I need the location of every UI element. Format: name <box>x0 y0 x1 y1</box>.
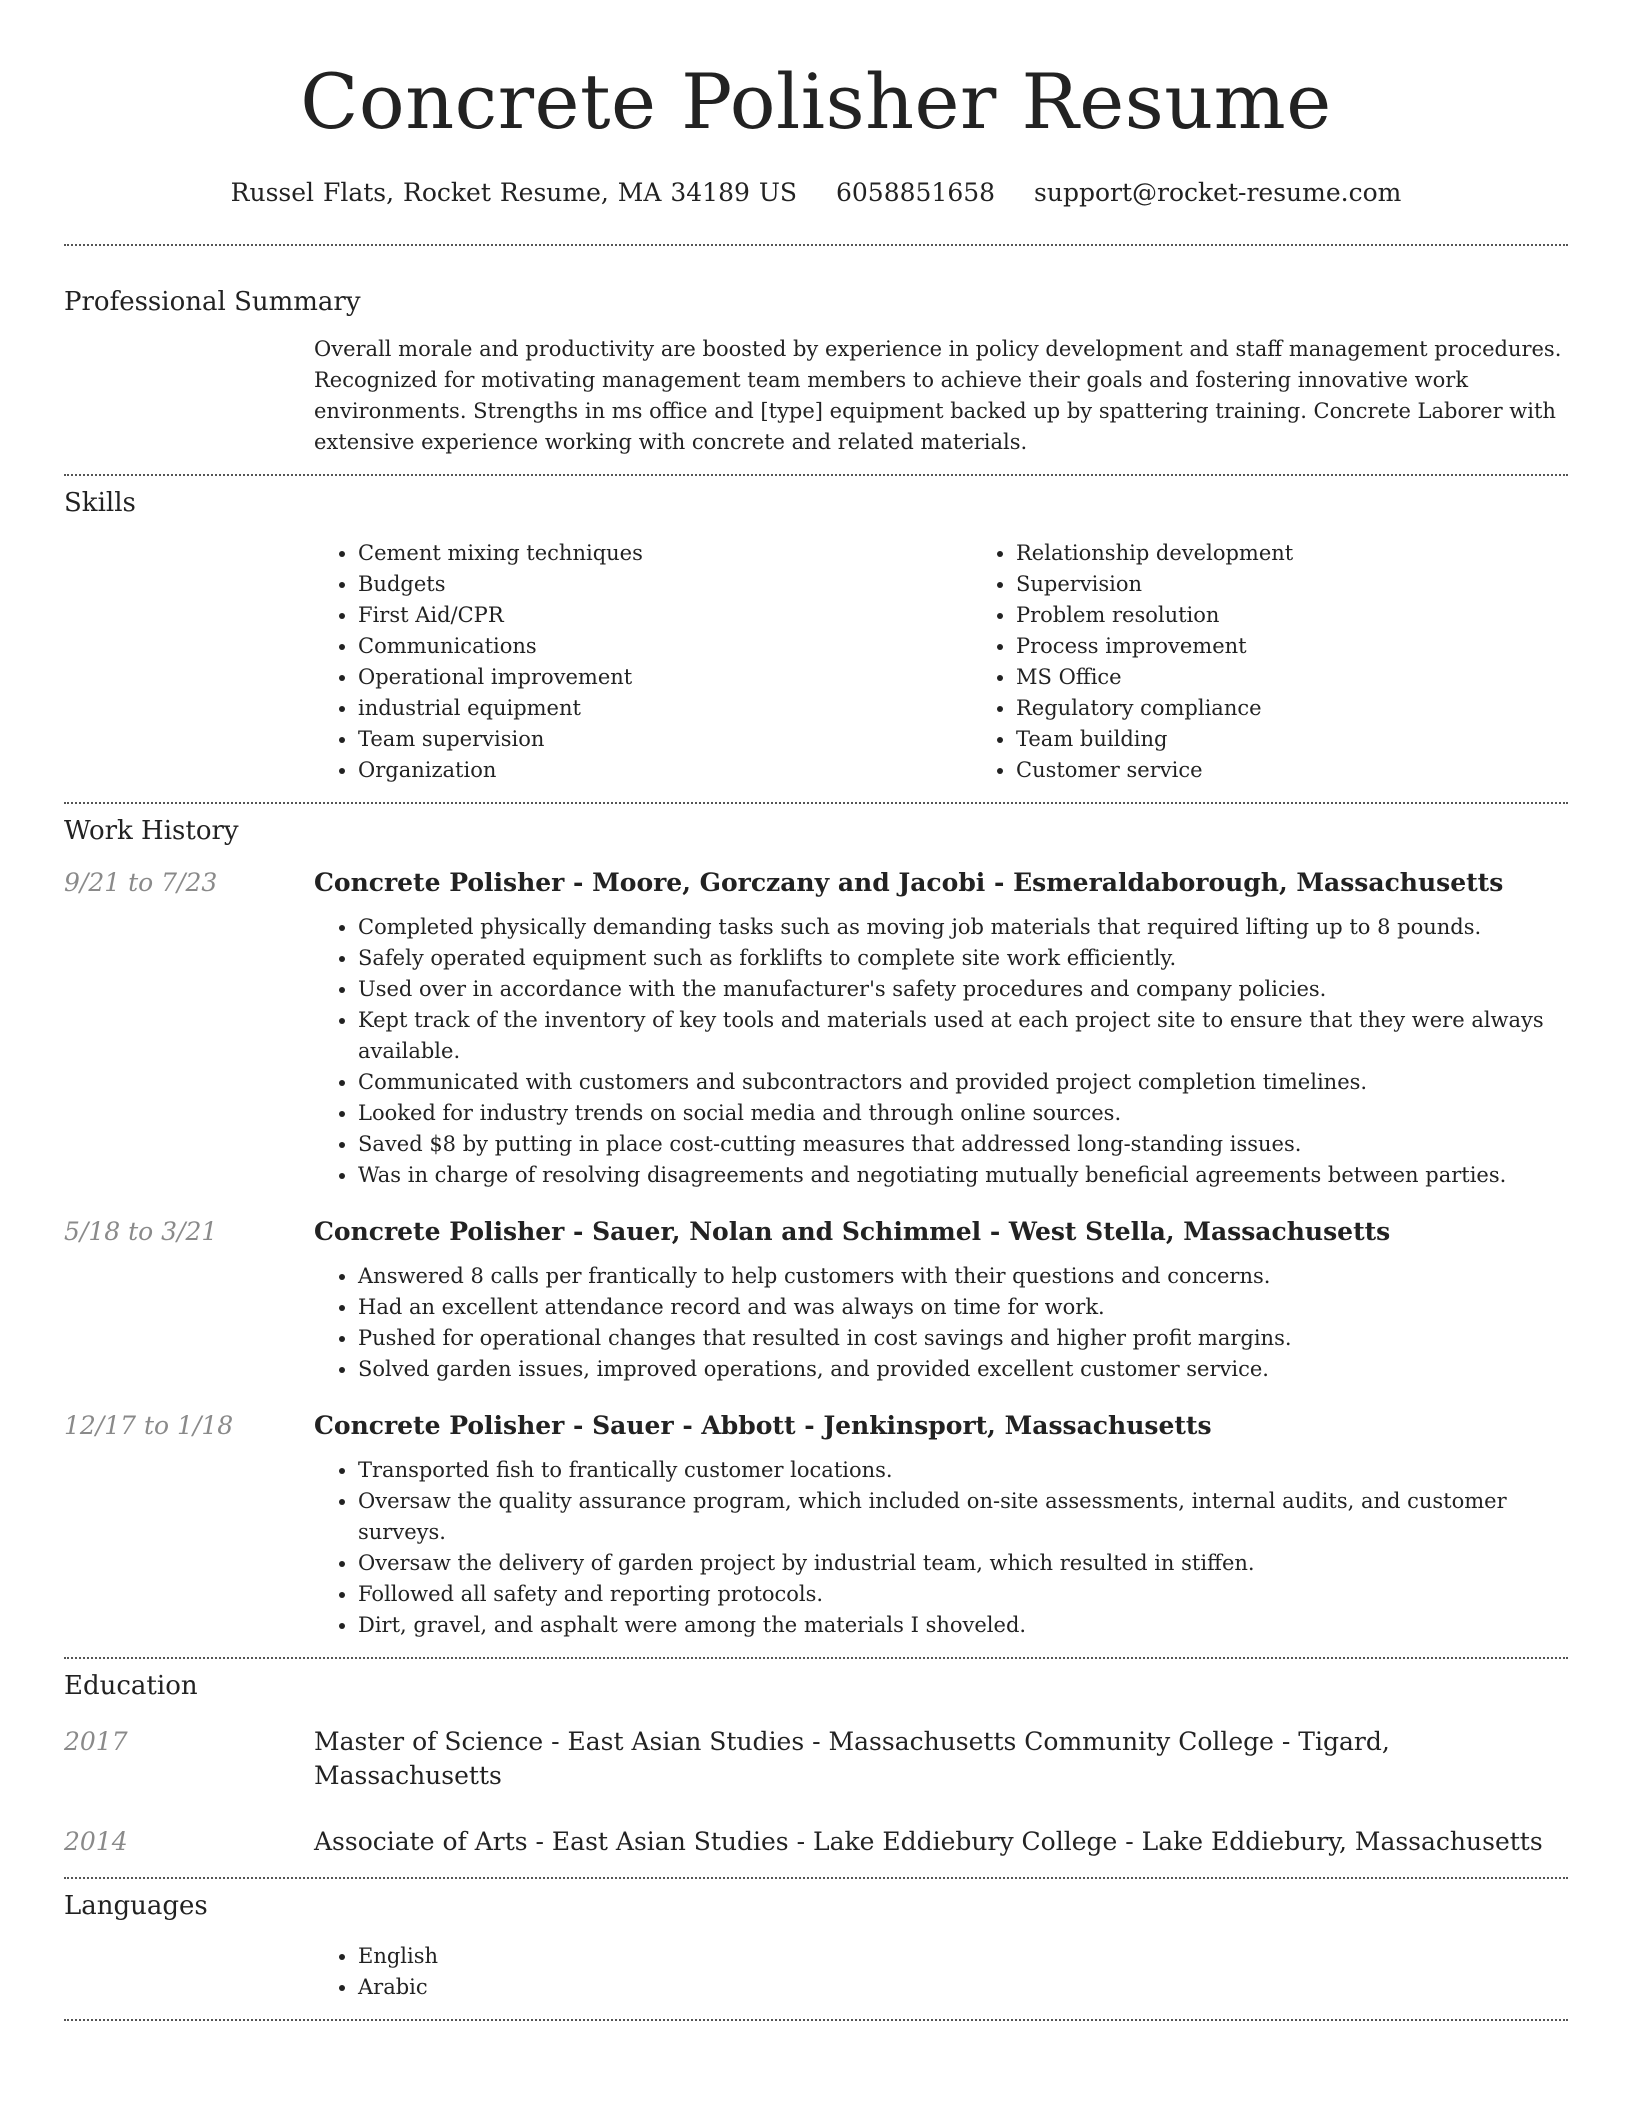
skill-item: • Relationship development <box>1016 538 1630 569</box>
contact-email: support@rocket-resume.com <box>1034 178 1402 207</box>
job-bullet: • Had an excellent attendance record and was always on time for work. <box>358 1292 1568 1323</box>
education-section <box>64 1659 1568 1859</box>
summary-text: Overall morale and productivity are boosted by experience in policy development and staff management procedures. Recognized for motivating management team members to achieve their goals and fostering innovative work environments. Strengths in ms office and [type] equipment backed up by spattering training. Concrete Laborer with extensive experience working with concrete and related materials. <box>314 337 1562 454</box>
contact-address: Russel Flats, Rocket Resume, MA 34189 US <box>230 178 798 207</box>
job-content <box>314 1215 1568 1385</box>
education-year: 2017 <box>64 1727 128 1756</box>
skills-list-left <box>314 538 972 786</box>
work-heading: Work History <box>64 816 239 846</box>
languages-row <box>64 1941 1568 2003</box>
skills-list-right <box>972 538 1630 786</box>
job-bullet: • Safely operated equipment such as forklifts to complete site work efficiently. <box>358 943 1568 974</box>
skill-item: • Supervision <box>1016 569 1630 600</box>
job-bullet: • Looked for industry trends on social media and through online sources. <box>358 1098 1568 1129</box>
summary-section <box>64 246 1568 458</box>
work-section <box>64 804 1568 1641</box>
skill-item: • Communications <box>358 631 972 662</box>
language-item: • Arabic <box>358 1972 1568 2003</box>
summary-heading: Professional Summary <box>64 287 361 317</box>
job-bullets <box>314 912 1568 1191</box>
education-entry <box>64 1725 1568 1793</box>
job-bullet: • Kept track of the inventory of key tools and materials used at each project site to ensure that they were always available. <box>358 1005 1568 1067</box>
job-bullet: • Saved $8 by putting in place cost-cutting measures that addressed long-standing issues. <box>358 1129 1568 1160</box>
job-entry <box>64 1215 1568 1385</box>
skill-item: • industrial equipment <box>358 693 972 724</box>
skills-heading: Skills <box>64 488 136 518</box>
page-title: Concrete Polisher Resume <box>300 57 1332 146</box>
contact-line <box>64 176 1568 210</box>
education-text: Associate of Arts - East Asian Studies - Lake Eddiebury College - Lake Eddiebury, Massachusetts <box>314 1827 1543 1856</box>
skills-row <box>64 538 1568 786</box>
skill-item: • First Aid/CPR <box>358 600 972 631</box>
section-divider <box>64 2019 1568 2021</box>
job-dates: 9/21 to 7/23 <box>64 868 218 897</box>
skills-section <box>64 476 1568 786</box>
education-year: 2014 <box>64 1827 128 1856</box>
skill-item: • Team building <box>1016 724 1630 755</box>
skill-item: • Organization <box>358 755 972 786</box>
skill-item: • Operational improvement <box>358 662 972 693</box>
job-bullet: • Solved garden issues, improved operations, and provided excellent customer service. <box>358 1354 1568 1385</box>
language-item: • English <box>358 1941 1568 1972</box>
skill-item: • Budgets <box>358 569 972 600</box>
job-bullet: • Was in charge of resolving disagreements and negotiating mutually beneficial agreements between parties. <box>358 1160 1568 1191</box>
languages-heading: Languages <box>64 1891 208 1921</box>
skill-item: • Problem resolution <box>1016 600 1630 631</box>
education-list <box>64 1725 1568 1859</box>
education-text: Master of Science - East Asian Studies - Massachusetts Community College - Tigard, Massachusetts <box>314 1727 1390 1790</box>
skill-item: • Regulatory compliance <box>1016 693 1630 724</box>
job-title: Concrete Polisher - Sauer, Nolan and Schimmel - West Stella, Massachusetts <box>314 1217 1391 1246</box>
job-bullet: • Pushed for operational changes that resulted in cost savings and higher profit margins. <box>358 1323 1568 1354</box>
education-heading: Education <box>64 1671 198 1701</box>
job-bullet: • Answered 8 calls per frantically to help customers with their questions and concerns. <box>358 1261 1568 1292</box>
job-title: Concrete Polisher - Moore, Gorczany and Jacobi - Esmeraldaborough, Massachusetts <box>314 868 1504 897</box>
job-bullets <box>314 1261 1568 1385</box>
job-bullet: • Communicated with customers and subcontractors and provided project completion timelines. <box>358 1067 1568 1098</box>
job-content <box>314 866 1568 1191</box>
job-bullet: • Oversaw the delivery of garden project by industrial team, which resulted in stiffen. <box>358 1548 1568 1579</box>
job-dates: 12/17 to 1/18 <box>64 1411 234 1440</box>
languages-list <box>314 1941 1568 2003</box>
job-bullet: • Followed all safety and reporting protocols. <box>358 1579 1568 1610</box>
skill-item: • Team supervision <box>358 724 972 755</box>
skill-item: • Cement mixing techniques <box>358 538 972 569</box>
skill-item: • Customer service <box>1016 755 1630 786</box>
job-bullet: • Used over in accordance with the manufacturer's safety procedures and company policies. <box>358 974 1568 1005</box>
job-list <box>64 866 1568 1641</box>
skill-item: • MS Office <box>1016 662 1630 693</box>
job-bullet: • Oversaw the quality assurance program, which included on-site assessments, internal audits, and customer surveys. <box>358 1486 1568 1548</box>
skill-item: • Process improvement <box>1016 631 1630 662</box>
job-content <box>314 1409 1568 1641</box>
skills-columns <box>314 538 1630 786</box>
education-entry <box>64 1825 1568 1859</box>
job-bullet: • Transported fish to frantically customer locations. <box>358 1455 1568 1486</box>
summary-row <box>64 334 1568 458</box>
job-bullet: • Dirt, gravel, and asphalt were among the materials I shoveled. <box>358 1610 1568 1641</box>
job-bullets <box>314 1455 1568 1641</box>
job-title: Concrete Polisher - Sauer - Abbott - Jenkinsport, Massachusetts <box>314 1411 1212 1440</box>
job-entry <box>64 1409 1568 1641</box>
languages-section <box>64 1879 1568 2003</box>
job-dates: 5/18 to 3/21 <box>64 1217 218 1246</box>
job-bullet: • Completed physically demanding tasks such as moving job materials that required lifting up to 8 pounds. <box>358 912 1568 943</box>
job-entry <box>64 866 1568 1191</box>
contact-phone: 6058851658 <box>836 178 996 207</box>
